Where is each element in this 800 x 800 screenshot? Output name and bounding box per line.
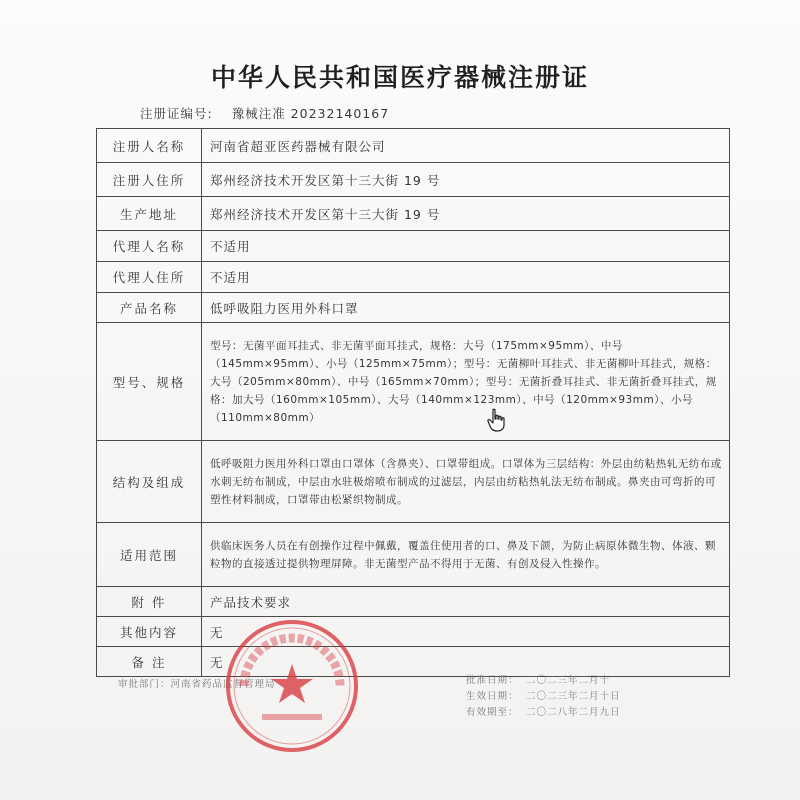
table-row: [97, 262, 730, 293]
row-key: 附 件: [97, 587, 202, 617]
seal-star-icon: [271, 664, 313, 703]
row-key: 产品名称: [97, 293, 202, 323]
row-key: 代理人名称: [97, 231, 202, 262]
row-key: 结构及组成: [97, 441, 202, 523]
table-row: [97, 163, 730, 197]
table-row: [97, 323, 730, 441]
official-seal: [222, 616, 362, 756]
hand-cursor-icon: [486, 408, 508, 432]
date-row: [466, 704, 621, 720]
certificate-table: [96, 128, 730, 677]
row-key: 注册人名称: [97, 129, 202, 163]
date-value: 二〇二三年二月十日: [526, 691, 621, 702]
registration-number-label: 注册证编号:: [140, 106, 213, 121]
row-key: 型号、规格: [97, 323, 202, 441]
date-value: 二〇二三年二月十: [526, 675, 611, 686]
row-value: 低呼吸阻力医用外科口罩: [202, 293, 730, 323]
row-value: 供临床医务人员在有创操作过程中佩戴，覆盖住使用者的口、鼻及下颌，为防止病原体微生物、体液、颗粒物的直接透过提供物理屏障。非无菌型产品不得用于无菌、有创及侵入性操作。: [202, 523, 730, 587]
table-row: [97, 523, 730, 587]
row-value: 不适用: [202, 231, 730, 262]
table-row: [97, 647, 730, 677]
table-row: [97, 231, 730, 262]
table-row: [97, 293, 730, 323]
row-value: 产品技术要求: [202, 587, 730, 617]
table-row: [97, 129, 730, 163]
row-value: 郑州经济技术开发区第十三大街 19 号: [202, 163, 730, 197]
row-value: 河南省超亚医药器械有限公司: [202, 129, 730, 163]
row-key: 代理人住所: [97, 262, 202, 293]
row-value: 郑州经济技术开发区第十三大街 19 号: [202, 197, 730, 231]
row-key: 其他内容: [97, 617, 202, 647]
row-value: 不适用: [202, 262, 730, 293]
row-key: 适用范围: [97, 523, 202, 587]
row-key: 生产地址: [97, 197, 202, 231]
date-block: [466, 672, 621, 720]
seal-bottom-text: [262, 714, 322, 720]
date-value: 二〇二八年二月九日: [526, 707, 621, 718]
row-key: 备 注: [97, 647, 202, 677]
page-title: 中华人民共和国医疗器械注册证: [210, 63, 589, 92]
row-key: 注册人住所: [97, 163, 202, 197]
date-row: [466, 672, 621, 688]
date-label: 批准日期：: [466, 675, 519, 686]
registration-number-value: 豫械注准 20232140167: [231, 106, 390, 121]
row-value: 低呼吸阻力医用外科口罩由口罩体（含鼻夹）、口罩带组成。口罩体为三层结构：外层由纺粘热轧无纺布或水刺无纺布制成，中层由水驻极熔喷布制成的过滤层，内层由纺粘热轧法无纺布制成。鼻夹由可弯折的可塑性材料制成，口罩带由松紧织物制成。: [202, 441, 730, 523]
table-row: [97, 617, 730, 647]
date-label: 生效日期：: [466, 691, 519, 702]
date-row: [466, 688, 621, 704]
date-label: 有效期至：: [466, 707, 519, 718]
issuing-authority: 审批部门：河南省药品监督管理局: [118, 679, 276, 690]
registration-number: [140, 104, 389, 122]
table-row: [97, 587, 730, 617]
row-value: 无: [202, 617, 730, 647]
table-row: [97, 441, 730, 523]
table-row: [97, 197, 730, 231]
row-value: 型号：无菌平面耳挂式、非无菌平面耳挂式，规格：大号（175mm×95mm）、中号（145mm×95mm）、小号（125mm×75mm）；型号：无菌柳叶耳挂式、非无菌柳叶耳挂式，规格：大号（205mm×80mm）、中号（165mm×70mm）；型号：无菌折叠耳挂式、非无菌折叠耳挂式，规格：加大号（160mm×105mm）、大号（140mm×123mm）、中号（120mm×93mm）、小号（110mm×80mm）: [202, 323, 730, 441]
row-value: 无: [202, 647, 730, 677]
